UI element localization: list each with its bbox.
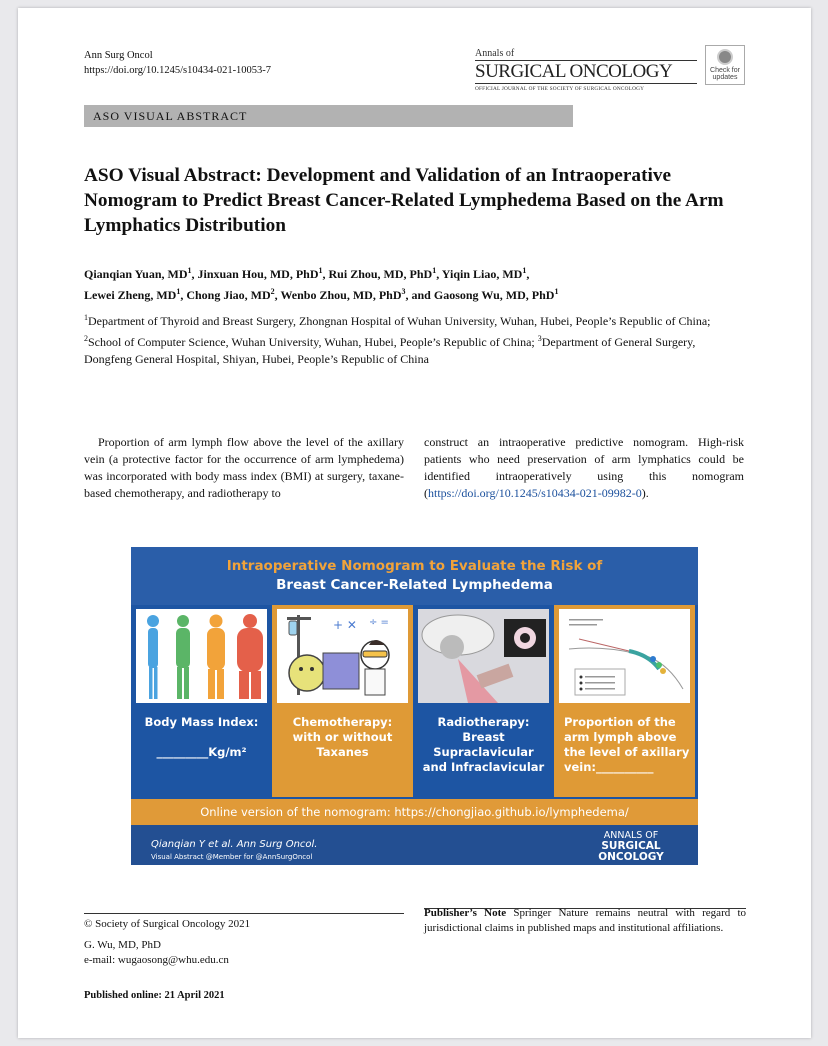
author-name: Wenbo Zhou, MD, PhD xyxy=(280,288,402,302)
journal-meta xyxy=(84,48,271,78)
author-affiliation-mark: 1 xyxy=(554,287,559,296)
footnotes xyxy=(84,917,250,968)
author-name: Qianqian Yuan, MD xyxy=(84,267,188,281)
author-list xyxy=(84,262,744,304)
panel-bmi-line3: _________Kg/m² xyxy=(156,745,247,759)
annals-logo xyxy=(581,830,681,863)
author-affiliation-mark: 1 xyxy=(432,266,437,275)
panel-radio-caption xyxy=(413,715,554,775)
masthead-sub: OFFICIAL JOURNAL OF THE SOCIETY OF SURGICAL ONCOLOGY xyxy=(475,86,645,92)
panel-bmi-caption xyxy=(131,715,272,760)
author-name: Lewei Zheng, MD xyxy=(84,288,177,302)
arm-lymphatics-illustration xyxy=(559,609,690,703)
figure-header xyxy=(131,547,698,605)
author-name: Yiqin Liao, MD xyxy=(441,267,523,281)
panel-arm-caption xyxy=(554,715,695,775)
panel-chemo-line1: Chemotherapy: xyxy=(292,715,393,729)
author-name: Gaosong Wu, MD, PhD xyxy=(433,288,555,302)
panel-chemo-caption xyxy=(272,715,413,760)
body-right-text: construct an intraoperative predictive nomogram. High-risk patients who need preservation of arm lymphatics could be identified intraoperatively using this nomogram ( xyxy=(424,435,744,500)
article-page xyxy=(18,8,811,1038)
author-name: Chong Jiao, MD xyxy=(186,288,271,302)
check-updates-icon xyxy=(717,49,733,65)
nomogram-online-link[interactable]: Online version of the nomogram: https://chongjiao.github.io/lymphedema/ xyxy=(131,799,698,825)
panel-arm-line3: the level of axillary xyxy=(564,745,690,759)
panel-chemo-line2: with or without xyxy=(292,730,393,744)
svg-text:+ ✕: + ✕ xyxy=(333,618,357,632)
publisher-note-label: Publisher’s Note xyxy=(424,907,507,919)
figure-title-line1: Intraoperative Nomogram to Evaluate the Risk of xyxy=(226,558,603,574)
logo-line1: ANNALS OF xyxy=(603,830,659,841)
check-updates-line1: Check for xyxy=(710,67,740,74)
silhouette-blue-icon xyxy=(147,615,159,699)
visual-abstract-figure xyxy=(131,547,698,865)
author-name: Rui Zhou, MD, PhD xyxy=(328,267,433,281)
author-separator: , xyxy=(274,288,281,302)
author-affiliation-mark: 1 xyxy=(318,266,323,275)
silhouette-red-icon xyxy=(237,614,263,699)
corresponding-author: G. Wu, MD, PhD xyxy=(84,939,161,951)
affiliation-text: Department of Thyroid and Breast Surgery, Zhongnan Hospital of Wuhan University, Wuhan, Hubei, People’s Republic of China; xyxy=(88,314,711,328)
author-affiliation-mark: 1 xyxy=(187,266,192,275)
panel-chemotherapy xyxy=(272,605,413,797)
affiliation-number: 1 xyxy=(84,313,88,322)
chemotherapy-illustration xyxy=(277,609,408,703)
figure-citation: Qianqian Y et al. Ann Surg Oncol. xyxy=(151,839,318,850)
author-name: Jinxuan Hou, MD, PhD xyxy=(197,267,319,281)
check-for-updates-badge[interactable] xyxy=(705,45,745,85)
author-separator: , xyxy=(191,267,198,281)
masthead-top: Annals of xyxy=(475,48,515,59)
panel-arm-line4: vein:__________ xyxy=(564,760,654,774)
panel-radio-line2: Breast xyxy=(462,730,505,744)
affiliation-text: Department of General Surgery, Dongfeng General Hospital, Shiyan, Hubei, People’s Republic of China xyxy=(84,335,696,366)
body-column-right xyxy=(424,434,744,502)
body-right-end: ). xyxy=(641,486,649,500)
publisher-note xyxy=(424,906,746,936)
panel-chemo-line3: Taxanes xyxy=(316,745,369,759)
section-label: ASO VISUAL ABSTRACT xyxy=(84,105,573,127)
svg-text:÷ =: ÷ = xyxy=(369,617,389,628)
logo-line3: ONCOLOGY xyxy=(598,851,664,863)
author-affiliation-mark: 2 xyxy=(270,287,275,296)
panel-radio-line3: Supraclavicular xyxy=(433,745,534,759)
author-affiliation-mark: 1 xyxy=(522,266,527,275)
published-date: Published online: 21 April 2021 xyxy=(84,990,225,1001)
doi-link[interactable]: https://doi.org/10.1245/s10434-021-10053-7 xyxy=(84,65,272,76)
journal-short-name: Ann Surg Oncol xyxy=(84,50,153,61)
copyright: © Society of Surgical Oncology 2021 xyxy=(84,918,251,930)
masthead-name: SURGICAL ONCOLOGY xyxy=(475,60,697,84)
affiliation-number: 3 xyxy=(537,334,542,343)
affiliations xyxy=(84,309,746,368)
publisher-note-text: Springer Nature remains neutral with regard to jurisdictional claims in published maps and institutional affiliations. xyxy=(424,907,746,934)
panel-arm-line2: arm lymph above xyxy=(564,730,677,744)
footnote-divider-left xyxy=(84,913,404,914)
author-separator: , xyxy=(526,267,530,281)
author-separator: , and xyxy=(405,288,434,302)
panel-arm-line1: Proportion of the xyxy=(564,715,676,729)
author-separator: , xyxy=(436,267,442,281)
panel-bmi-line1: Body Mass Index: xyxy=(144,715,259,729)
check-updates-line2: updates xyxy=(712,74,738,81)
body-column-left: Proportion of arm lymph flow above the level of the axillary vein (a protective factor for the occurrence of arm lymphedema) was incorporated with body mass index (BMI) at surgery, taxane-based chemotherapy, and radiotherapy to xyxy=(84,435,404,500)
author-separator: , xyxy=(322,267,329,281)
author-affiliation-mark: 1 xyxy=(176,287,181,296)
figure-credit: Visual Abstract @Member for @AnnSurgOncol xyxy=(151,853,313,861)
silhouette-green-icon xyxy=(176,615,190,699)
panel-radiotherapy xyxy=(413,605,554,797)
article-title: ASO Visual Abstract: Development and Validation of an Intraoperative Nomogram to Predict Breast Cancer-Related Lymphedema Based on the Arm Lymphatics Distribution xyxy=(84,165,724,236)
silhouette-orange-icon xyxy=(207,615,225,700)
affiliation-number: 2 xyxy=(84,334,88,343)
author-email[interactable]: e-mail: wugaosong@whu.edu.cn xyxy=(84,954,229,966)
radiotherapy-illustration xyxy=(418,609,549,703)
author-affiliation-mark: 3 xyxy=(401,287,406,296)
author-separator: , xyxy=(180,288,187,302)
panel-bmi-line2 xyxy=(131,730,272,745)
journal-masthead xyxy=(475,48,697,92)
body-doi-link[interactable]: https://doi.org/10.1245/s10434-021-09982-0 xyxy=(428,486,642,500)
affiliation-text: School of Computer Science, Wuhan University, Wuhan, Hubei, People’s Republic of China; xyxy=(88,335,538,349)
figure-title-line2: Breast Cancer-Related Lymphedema xyxy=(276,577,553,593)
panel-arm-lymph xyxy=(554,605,695,797)
panel-radio-line4: and Infraclavicular xyxy=(422,760,545,774)
panel-radio-line1: Radiotherapy: xyxy=(437,715,530,729)
body-silhouettes-illustration xyxy=(136,609,267,703)
logo-line2: SURGICAL xyxy=(601,840,661,852)
panel-bmi xyxy=(131,605,272,797)
